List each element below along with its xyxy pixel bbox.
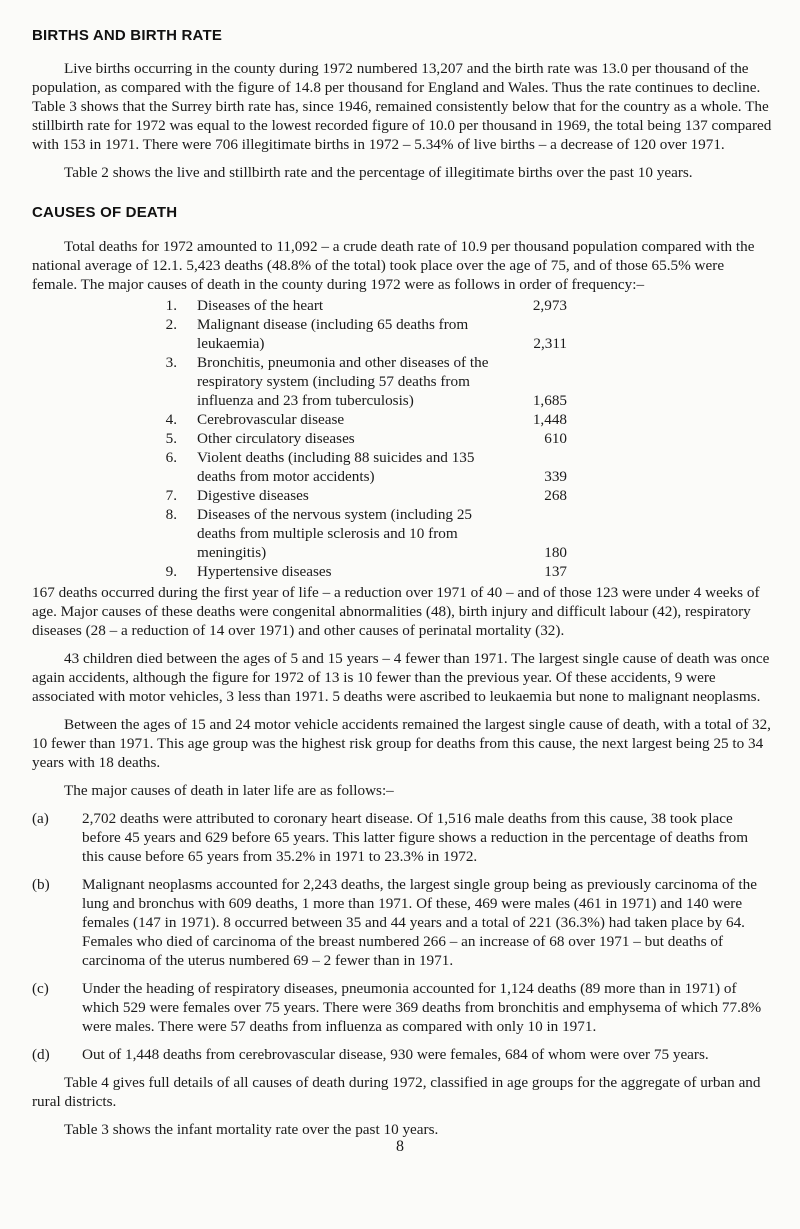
cause-number: 2. [165,316,177,333]
item-letter: (a) [32,810,49,827]
cause-item [162,296,772,315]
item-letter: (d) [32,1046,50,1063]
item-text: Malignant neoplasms accounted for 2,243 deaths, the largest single group being as previously carcinoma of the lung and bronchus with 609 deaths, 1 more than 1971. Of these, 469 were males (461 in 1971) and 140 were females (147 in 1971). 8 occurred between 35 and 44 years and a total of 221 (36.3%) had taken place by 64. Females who died of carcinoma of the breast numbered 266 – an increase of 68 over 1971 – but deaths of carcinoma of the uterus numbered 69 – 2 fewer than in 1971. [82,876,757,969]
cause-label: Cerebrovascular disease [197,411,345,428]
cause-value: 268 [544,487,567,504]
cause-number: 6. [165,449,177,466]
item-text: Out of 1,448 deaths from cerebrovascular disease, 930 were females, 684 of whom were over 75 years. [82,1046,709,1063]
births-section [32,26,772,191]
cause-value: 2,311 [533,335,567,352]
cause-label: Bronchitis, pneumonia and other diseases of the respiratory system (including 57 deaths from influenza and 23 from tuberculosis) [197,354,489,409]
births-paragraph: Table 2 shows the live and stillbirth rate and the percentage of illegitimate births over the past 10 years. [64,164,693,181]
cause-item [162,353,772,410]
cause-label: Diseases of the nervous system (including 25 deaths from multiple sclerosis and 10 from meningitis) [197,506,473,561]
cause-label: Other circulatory diseases [197,430,355,447]
cause-number: 9. [165,563,177,580]
cause-item [162,410,772,429]
infant-deaths-paragraph: 167 deaths occurred during the first year of life – a reduction over 1971 of 40 – and of those 123 were under 4 weeks of age. Major causes of these deaths were congenital abnormalities (48), birth injury and difficult labour (42), respiratory diseases (28 – a reduction of 14 over 1971) and other causes of perinatal mortality (32). [32,584,760,639]
cause-value: 339 [544,468,567,485]
cause-number: 3. [165,354,177,371]
cause-item [162,448,772,486]
cause-label: Digestive diseases [197,487,309,504]
cause-value: 180 [544,544,567,561]
cause-label: Violent deaths (including 88 suicides and 135 deaths from motor accidents) [197,449,475,485]
later-life-item [32,809,772,866]
deaths-intro-paragraph: Total deaths for 1972 amounted to 11,092 – a crude death rate of 10.9 per thousand population compared with the national average of 12.1. 5,423 deaths (48.8% of the total) took place over the age of 75, and of those 65.5% were female. The major causes of death in the county during 1972 were as follows in order of frequency:– [32,238,755,293]
later-life-item [32,1045,772,1064]
cause-item [162,562,772,581]
item-letter: (b) [32,876,50,893]
cause-label: Hypertensive diseases [197,563,332,580]
cause-item [162,315,772,353]
cause-item [162,505,772,562]
cause-number: 1. [165,297,177,314]
item-letter: (c) [32,980,49,997]
table4-paragraph: Table 4 gives full details of all causes of death during 1972, classified in age groups for the aggregate of urban and rural districts. [32,1074,761,1110]
cause-value: 2,973 [532,297,567,314]
cause-value: 1,448 [532,411,567,428]
cause-value: 137 [544,563,567,580]
item-text: Under the heading of respiratory diseases, pneumonia accounted for 1,124 deaths (89 more than in 1971) of which 529 were females over 75 years. There were 369 deaths from bronchitis and emphysema of which 77.8% were males. There were 57 deaths from influenza as compared with only 10 in 1971. [82,980,762,1035]
children-deaths-paragraph: 43 children died between the ages of 5 and 15 years – 4 fewer than 1971. The largest single cause of death was once again accidents, although the figure for 1972 of 13 is 10 fewer than the previous year. Of these accidents, 9 were associated with motor vehicles, 3 less than 1971. 5 deaths were ascribed to leukaemia but none to malignant neoplasms. [32,650,770,705]
later-life-item [32,875,772,970]
births-heading: BIRTHS AND BIRTH RATE [32,27,223,44]
cause-item [162,486,772,505]
causes-of-death-heading: CAUSES OF DEATH [32,204,178,221]
young-adult-deaths-paragraph: Between the ages of 15 and 24 motor vehicle accidents remained the largest single cause of death, with a total of 32, 10 fewer than 1971. This age group was the highest risk group for deaths from this cause, the next largest being 25 to 34 years with 18 deaths. [32,716,771,771]
later-life-item [32,979,772,1036]
cause-value: 1,685 [532,392,567,409]
later-life-intro: The major causes of death in later life are as follows:– [64,782,394,799]
causes-of-death-section [32,203,772,1148]
cause-number: 8. [165,506,177,523]
page-number: 8 [396,1138,404,1155]
cause-value: 610 [544,430,567,447]
cause-number: 7. [165,487,177,504]
item-text: 2,702 deaths were attributed to coronary heart disease. Of 1,516 male deaths from this cause, 38 took place before 45 years and 629 before 65 years. This latter figure shows a reduction in the percentage of deaths from this cause before 65 years from 35.2% in 1971 to 23.3% in 1972. [82,810,749,865]
cause-label: Malignant disease (including 65 deaths from leukaemia) [197,316,469,352]
births-paragraph: Live births occurring in the county during 1972 numbered 13,207 and the birth rate was 13.0 per thousand of the population, as compared with the figure of 14.8 per thousand for England and Wales. Thus the rate continues to decline. Table 3 shows that the Surrey birth rate has, since 1946, remained consistently below that for the country as a whole. The stillbirth rate for 1972 was equal to the lowest recorded figure of 10.0 per thousand in 1969, the total being 137 compared with 153 in 1971. There were 706 illegitimate births in 1972 – 5.34% of live births – a decrease of 120 over 1971. [32,60,772,153]
cause-number: 4. [165,411,177,428]
cause-label: Diseases of the heart [197,297,324,314]
causes-list [162,296,772,581]
table3-paragraph: Table 3 shows the infant mortality rate over the past 10 years. [64,1121,439,1138]
cause-number: 5. [165,430,177,447]
cause-item [162,429,772,448]
